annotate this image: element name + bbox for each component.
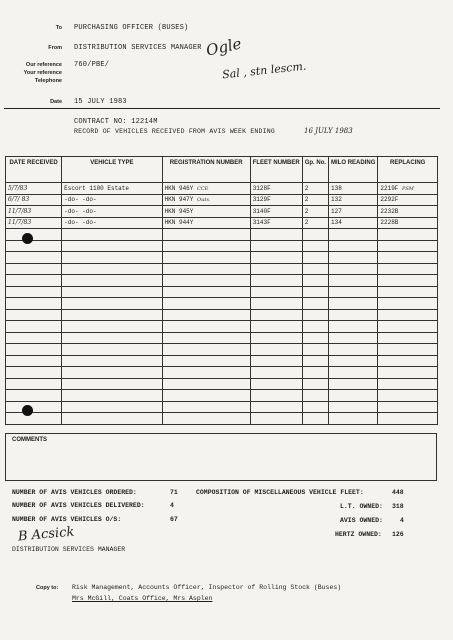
empty-cell xyxy=(329,229,378,241)
week-ending-date: 16 JULY 1983 xyxy=(304,127,353,135)
group-number-cell: 2 xyxy=(302,194,328,206)
empty-cell xyxy=(62,367,162,379)
empty-cell xyxy=(378,413,438,425)
table-header-row xyxy=(6,157,438,183)
column-header: MILO READING xyxy=(329,157,378,183)
registration-cell xyxy=(162,217,250,229)
empty-cell xyxy=(162,263,250,275)
empty-cell xyxy=(378,378,438,390)
empty-cell xyxy=(6,229,62,241)
replacing-cell xyxy=(378,217,438,229)
empty-cell xyxy=(162,309,250,321)
empty-cell xyxy=(302,321,328,333)
column-header: FLEET NUMBER xyxy=(250,157,302,183)
hertz-owned-value: 126 xyxy=(392,531,404,538)
vehicles-os-value: 67 xyxy=(170,516,178,523)
empty-cell xyxy=(6,401,62,413)
empty-cell xyxy=(302,298,328,310)
table-row xyxy=(6,286,438,298)
date-value: 15 JULY 1983 xyxy=(74,98,127,106)
empty-cell xyxy=(378,229,438,241)
empty-cell xyxy=(6,344,62,356)
empty-cell xyxy=(62,413,162,425)
empty-cell xyxy=(250,413,302,425)
handwritten-annotation: Sal , stn lescm. xyxy=(221,59,307,82)
empty-cell xyxy=(62,240,162,252)
empty-cell xyxy=(329,275,378,287)
empty-cell xyxy=(302,378,328,390)
empty-cell xyxy=(6,378,62,390)
empty-cell xyxy=(378,367,438,379)
empty-cell xyxy=(162,378,250,390)
vehicles-delivered-value: 4 xyxy=(170,502,174,509)
empty-cell xyxy=(250,275,302,287)
vehicle-type-cell: -do- -do- xyxy=(62,194,162,206)
date-received-cell: 11/7/83 xyxy=(6,206,62,218)
replacing-value: 2292F xyxy=(380,196,399,204)
empty-cell xyxy=(302,252,328,264)
date-label: Date xyxy=(50,99,62,105)
handwritten-annotation: Ogle xyxy=(204,34,244,60)
table-row xyxy=(6,332,438,344)
empty-cell xyxy=(329,298,378,310)
empty-cell xyxy=(250,378,302,390)
punch-hole xyxy=(22,405,33,416)
empty-cell xyxy=(329,286,378,298)
avis-owned-label: AVIS OWNED: xyxy=(340,517,383,524)
empty-cell xyxy=(378,275,438,287)
column-header: REGISTRATION NUMBER xyxy=(162,157,250,183)
table-row xyxy=(6,413,438,425)
date-received-cell: 5/7/83 xyxy=(6,183,62,195)
empty-cell xyxy=(250,321,302,333)
empty-cell xyxy=(378,355,438,367)
empty-cell xyxy=(378,263,438,275)
vehicles-delivered-label: NUMBER OF AVIS VEHICLES DELIVERED: xyxy=(12,502,145,509)
empty-cell xyxy=(302,263,328,275)
fleet-composition-label: COMPOSITION OF MISCELLANEOUS VEHICLE FLEET: xyxy=(196,489,364,496)
vehicles-ordered-value: 71 xyxy=(170,489,178,496)
empty-cell xyxy=(162,229,250,241)
table-row xyxy=(6,298,438,310)
registration-value: HKN 944Y xyxy=(164,219,194,227)
empty-cell xyxy=(162,344,250,356)
to-value: PURCHASING OFFICER (BUSES) xyxy=(74,24,189,32)
header-divider xyxy=(4,108,440,109)
empty-cell xyxy=(6,332,62,344)
empty-cell xyxy=(6,355,62,367)
empty-cell xyxy=(329,378,378,390)
empty-cell xyxy=(250,344,302,356)
empty-cell xyxy=(329,309,378,321)
empty-cell xyxy=(302,240,328,252)
signature: B Acsick xyxy=(17,524,75,545)
replacing-cell xyxy=(378,194,438,206)
empty-cell xyxy=(250,390,302,402)
empty-cell xyxy=(6,286,62,298)
empty-cell xyxy=(329,413,378,425)
lt-owned-label: L.T. OWNED: xyxy=(340,503,383,510)
table-row xyxy=(6,263,438,275)
empty-cell xyxy=(329,344,378,356)
empty-cell xyxy=(162,286,250,298)
vehicle-type-cell: -do- -do- xyxy=(62,217,162,229)
empty-cell xyxy=(250,309,302,321)
vehicle-type-cell: Escort 1100 Estate xyxy=(62,183,162,195)
punch-hole xyxy=(22,233,33,244)
hertz-owned-label: HERTZ OWNED: xyxy=(335,531,382,538)
comments-label: COMMENTS xyxy=(12,437,47,443)
registration-note: Outs. xyxy=(197,197,211,204)
empty-cell xyxy=(329,355,378,367)
table-row xyxy=(6,344,438,356)
empty-cell xyxy=(162,332,250,344)
registration-value: HKN 947Y xyxy=(164,196,194,204)
empty-cell xyxy=(250,367,302,379)
group-number-cell: 2 xyxy=(302,183,328,195)
empty-cell xyxy=(329,240,378,252)
table-row xyxy=(6,229,438,241)
empty-cell xyxy=(250,240,302,252)
empty-cell xyxy=(6,413,62,425)
comments-box xyxy=(5,433,437,481)
empty-cell xyxy=(162,355,250,367)
empty-cell xyxy=(162,240,250,252)
empty-cell xyxy=(250,263,302,275)
signatory-title: DISTRIBUTION SERVICES MANAGER xyxy=(12,546,126,553)
empty-cell xyxy=(250,401,302,413)
table-row xyxy=(6,390,438,402)
empty-cell xyxy=(62,263,162,275)
registration-cell xyxy=(162,194,250,206)
date-received-cell: 6/7/ 83 xyxy=(6,194,62,206)
empty-cell xyxy=(62,321,162,333)
column-header: DATE RECEIVED xyxy=(6,157,62,183)
empty-cell xyxy=(250,252,302,264)
empty-cell xyxy=(62,344,162,356)
vehicle-record-table xyxy=(5,156,438,425)
registration-cell xyxy=(162,206,250,218)
fleet-number-cell: 3140F xyxy=(250,206,302,218)
empty-cell xyxy=(378,309,438,321)
column-header: Gp. No. xyxy=(302,157,328,183)
empty-cell xyxy=(62,252,162,264)
vehicles-os-label: NUMBER OF AVIS VEHICLES O/S: xyxy=(12,516,122,523)
empty-cell xyxy=(378,321,438,333)
replacing-cell xyxy=(378,206,438,218)
registration-cell xyxy=(162,183,250,195)
replacing-cell xyxy=(378,183,438,195)
empty-cell xyxy=(162,298,250,310)
table-row xyxy=(6,275,438,287)
empty-cell xyxy=(302,355,328,367)
avis-owned-value: 4 xyxy=(400,517,404,524)
our-reference-label: Our reference xyxy=(25,62,62,68)
empty-cell xyxy=(302,344,328,356)
from-label: From xyxy=(48,45,62,51)
copy-to-label: Copy to: xyxy=(36,585,59,591)
column-header: REPLACING xyxy=(378,157,438,183)
empty-cell xyxy=(162,401,250,413)
empty-cell xyxy=(302,390,328,402)
empty-cell xyxy=(62,298,162,310)
empty-cell xyxy=(162,252,250,264)
empty-cell xyxy=(62,229,162,241)
empty-cell xyxy=(6,252,62,264)
empty-cell xyxy=(6,263,62,275)
vehicle-type-cell: -do- -do- xyxy=(62,206,162,218)
table-row xyxy=(6,367,438,379)
lt-owned-value: 318 xyxy=(392,503,404,510)
empty-cell xyxy=(162,275,250,287)
empty-cell xyxy=(329,401,378,413)
empty-cell xyxy=(62,332,162,344)
empty-cell xyxy=(162,367,250,379)
table-row xyxy=(6,240,438,252)
empty-cell xyxy=(378,252,438,264)
empty-cell xyxy=(250,298,302,310)
empty-cell xyxy=(62,401,162,413)
empty-cell xyxy=(62,378,162,390)
table-row xyxy=(6,183,438,195)
contract-number: CONTRACT NO: 12214M xyxy=(74,118,158,126)
group-number-cell: 2 xyxy=(302,206,328,218)
empty-cell xyxy=(302,332,328,344)
table-row xyxy=(6,401,438,413)
telephone-label: Telephone xyxy=(34,78,62,84)
empty-cell xyxy=(378,286,438,298)
table-row xyxy=(6,309,438,321)
your-reference-label: Your reference xyxy=(23,70,62,76)
empty-cell xyxy=(302,367,328,379)
empty-cell xyxy=(6,321,62,333)
copy-to-line: Mrs McGill, Coats Office, Mrs Asplen xyxy=(72,595,213,602)
empty-cell xyxy=(302,275,328,287)
milo-reading-cell: 138 xyxy=(329,183,378,195)
empty-cell xyxy=(378,240,438,252)
empty-cell xyxy=(6,298,62,310)
record-title: RECORD OF VEHICLES RECEIVED FROM AVIS WEEK ENDING xyxy=(74,128,275,135)
empty-cell xyxy=(62,390,162,402)
empty-cell xyxy=(378,344,438,356)
table-row xyxy=(6,217,438,229)
empty-cell xyxy=(62,275,162,287)
table-row xyxy=(6,321,438,333)
replacing-value: 2219F xyxy=(380,184,399,192)
table-row xyxy=(6,252,438,264)
empty-cell xyxy=(250,355,302,367)
empty-cell xyxy=(302,413,328,425)
empty-cell xyxy=(62,309,162,321)
fleet-number-cell: 3128F xyxy=(250,183,302,195)
to-label: To xyxy=(55,25,62,31)
empty-cell xyxy=(250,332,302,344)
empty-cell xyxy=(162,390,250,402)
replacing-note: PSM xyxy=(402,185,414,192)
table-row xyxy=(6,355,438,367)
empty-cell xyxy=(62,355,162,367)
empty-cell xyxy=(378,332,438,344)
empty-cell xyxy=(250,229,302,241)
replacing-value: 2232B xyxy=(380,207,399,215)
empty-cell xyxy=(6,275,62,287)
empty-cell xyxy=(378,401,438,413)
empty-cell xyxy=(329,321,378,333)
column-header: VEHICLE TYPE xyxy=(62,157,162,183)
empty-cell xyxy=(6,240,62,252)
from-value: DISTRIBUTION SERVICES MANAGER xyxy=(74,44,202,52)
milo-reading-cell: 134 xyxy=(329,217,378,229)
empty-cell xyxy=(329,252,378,264)
registration-value: HKN 945Y xyxy=(164,207,194,215)
replacing-value: 2228B xyxy=(380,219,399,227)
milo-reading-cell: 127 xyxy=(329,206,378,218)
table-row xyxy=(6,194,438,206)
empty-cell xyxy=(378,298,438,310)
empty-cell xyxy=(6,390,62,402)
our-reference-value: 760/PBE/ xyxy=(74,61,110,69)
milo-reading-cell: 132 xyxy=(329,194,378,206)
registration-note: CCE xyxy=(197,185,209,192)
empty-cell xyxy=(6,367,62,379)
vehicles-ordered-label: NUMBER OF AVIS VEHICLES ORDERED: xyxy=(12,489,137,496)
fleet-number-cell: 3129F xyxy=(250,194,302,206)
empty-cell xyxy=(302,229,328,241)
empty-cell xyxy=(329,332,378,344)
empty-cell xyxy=(329,390,378,402)
registration-value: HKN 946Y xyxy=(164,184,194,192)
empty-cell xyxy=(250,286,302,298)
empty-cell xyxy=(329,367,378,379)
empty-cell xyxy=(302,286,328,298)
fleet-number-cell: 3143F xyxy=(250,217,302,229)
empty-cell xyxy=(378,390,438,402)
copy-to-line: Risk Management, Accounts Officer, Inspector of Rolling Stock (Buses) xyxy=(72,584,342,591)
table-row xyxy=(6,206,438,218)
fleet-composition-value: 448 xyxy=(392,489,404,496)
empty-cell xyxy=(302,309,328,321)
date-received-cell: 11/7/83 xyxy=(6,217,62,229)
empty-cell xyxy=(329,263,378,275)
group-number-cell: 2 xyxy=(302,217,328,229)
empty-cell xyxy=(162,413,250,425)
empty-cell xyxy=(62,286,162,298)
empty-cell xyxy=(162,321,250,333)
table-row xyxy=(6,378,438,390)
empty-cell xyxy=(302,401,328,413)
empty-cell xyxy=(6,309,62,321)
